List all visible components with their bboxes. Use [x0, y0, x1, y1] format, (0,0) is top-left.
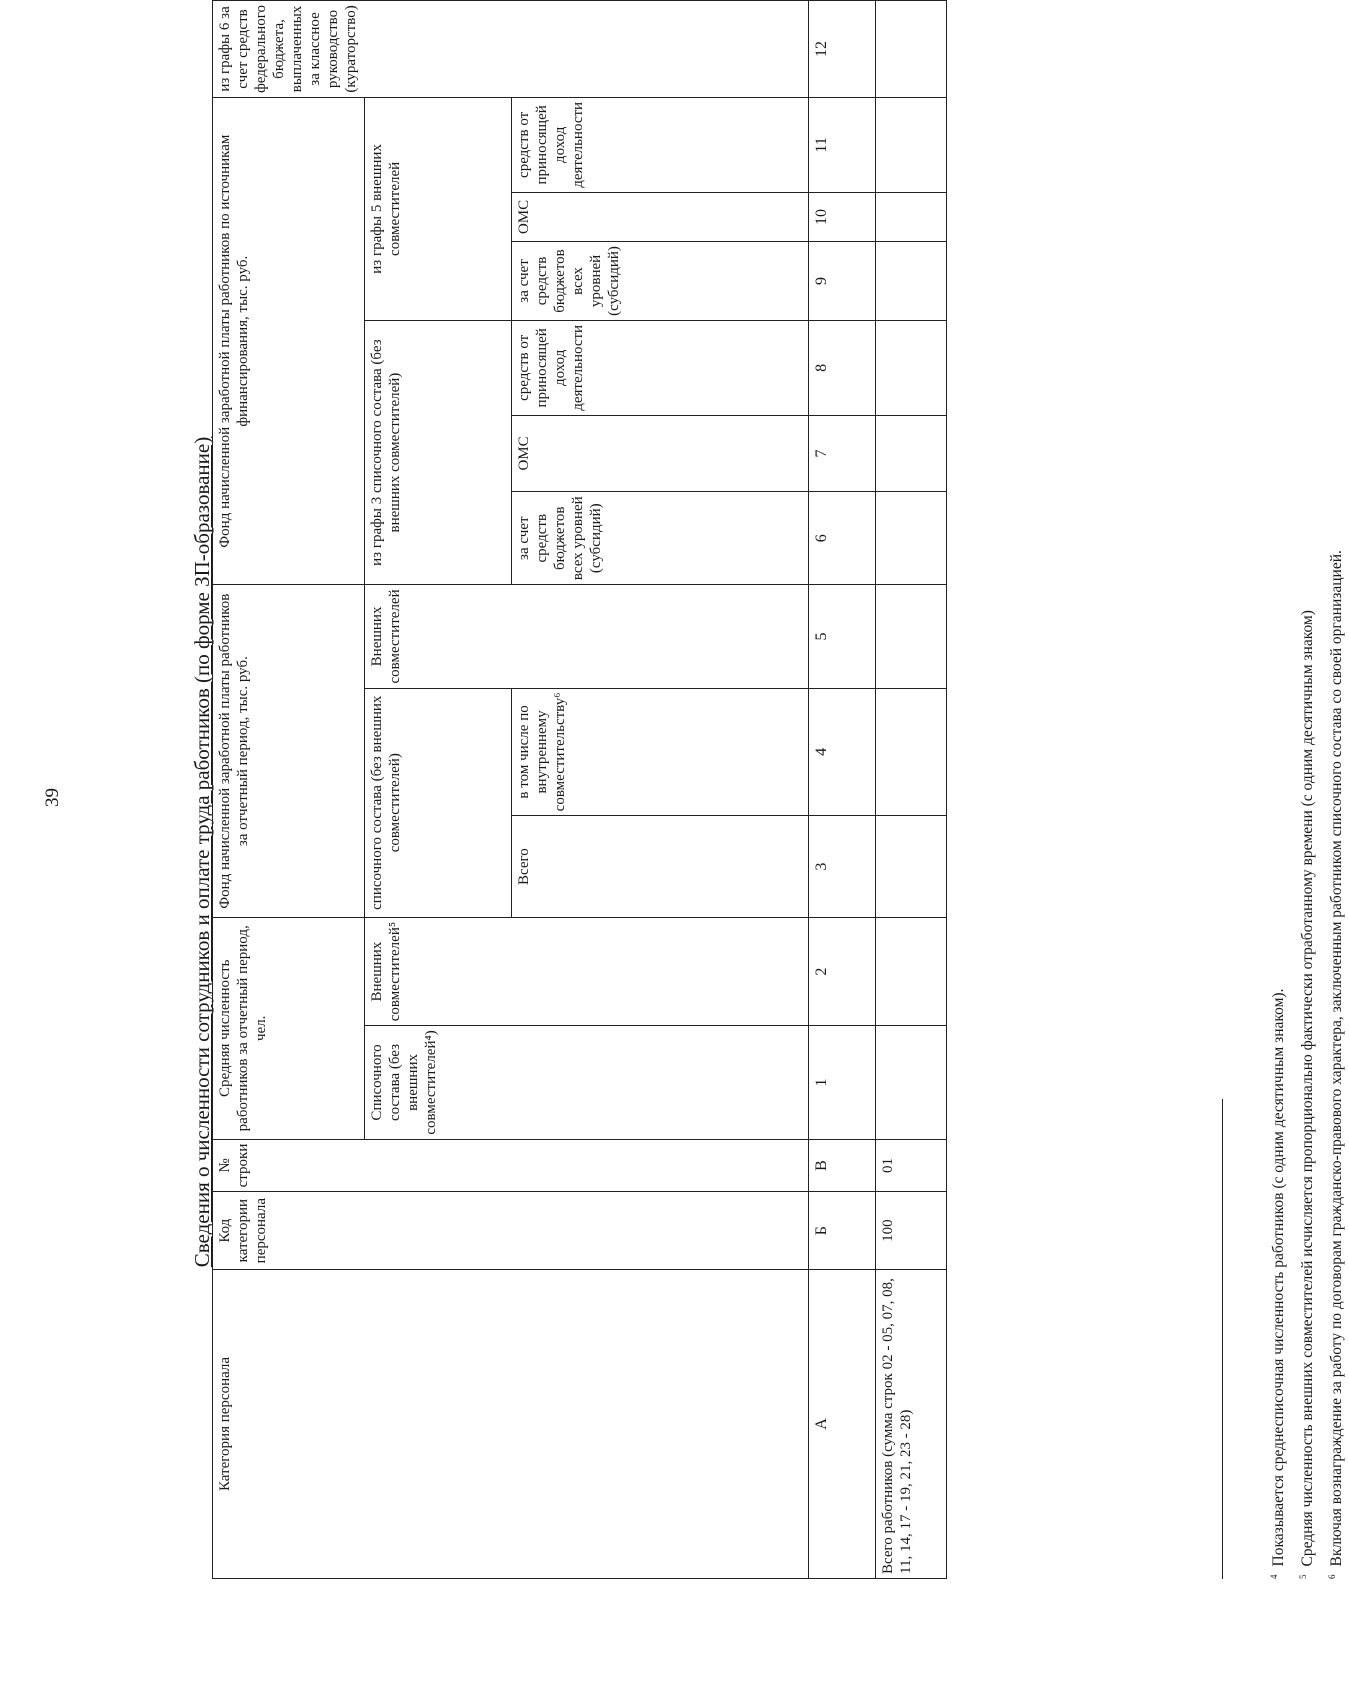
column-number: 8 — [809, 320, 876, 415]
table-row — [876, 1, 947, 1579]
column-number: 11 — [809, 97, 876, 192]
header-fund-sources: Фонд начисленной заработной платы работников по источникам финансирования, тыс. руб. — [213, 97, 365, 584]
header-oms10: ОМС — [512, 192, 809, 241]
header-fund-ext: Внешних совместителей — [365, 585, 809, 688]
value-cell[interactable] — [876, 242, 947, 321]
header-fund-list: списочного состава (без внешних совместителей) — [365, 688, 512, 917]
column-number: 3 — [809, 816, 876, 918]
header-row-no: № строки — [213, 1139, 809, 1192]
header-income11: средств от приносящей доход деятельности — [512, 97, 809, 192]
header-income: средств от приносящей доход деятельности — [512, 320, 809, 415]
header-from5: из графы 5 внешних совместителей — [365, 97, 512, 320]
page-number: 39 — [42, 788, 63, 807]
footnote-text: Включая вознаграждение за работу по договорам гражданско-правового характера, заключенным работником списочного состава со своей организацией. — [1328, 550, 1346, 1567]
column-number: А — [809, 1269, 876, 1578]
row-number: 01 — [876, 1139, 947, 1192]
footnote-mark: 5 — [1298, 1574, 1309, 1579]
footnote-text: Средняя численность внешних совместителей исчисляется пропорционально фактически отработанному времени (с одним десятичным знаком) — [1299, 610, 1317, 1567]
footnote-text: Показывается среднесписочная численность работников (с одним десятичным знаком). — [1270, 988, 1288, 1567]
header-category: Категория персонала — [213, 1269, 809, 1578]
value-cell[interactable] — [876, 97, 947, 192]
document-title: Сведения о численности сотрудников и оплате труда работников (по форме ЗП-образование) — [190, 436, 214, 1268]
column-number: В — [809, 1139, 876, 1192]
column-number: 4 — [809, 688, 876, 816]
header-from3: из графы 3 списочного состава (без внешних совместителей) — [365, 320, 512, 585]
header-budget9: за счет средств бюджетов всех уровней (субсидий) — [512, 242, 809, 321]
column-number: 6 — [809, 492, 876, 585]
column-number: 10 — [809, 192, 876, 241]
column-number: 9 — [809, 242, 876, 321]
column-number: 12 — [809, 1, 876, 98]
value-cell[interactable] — [876, 1026, 947, 1139]
value-cell[interactable] — [876, 492, 947, 585]
row-category: Всего работников (сумма строк 02 - 05, 07, 08, 11, 14, 17 - 19, 21, 23 - 28) — [876, 1269, 947, 1578]
row-code: 100 — [876, 1192, 947, 1270]
column-number: 1 — [809, 1026, 876, 1139]
footnote-item — [1320, 550, 1349, 1579]
header-fund-internal: в том числе по внутреннему совместительству⁶ — [512, 688, 809, 816]
footnote-item — [1262, 550, 1291, 1579]
value-cell[interactable] — [876, 688, 947, 816]
header-avg-count: Средняя численность работников за отчетный период, чел. — [213, 917, 365, 1139]
footnote-divider — [1222, 1099, 1223, 1579]
header-code: Код категории персонала — [213, 1192, 809, 1270]
footnote-mark: 6 — [1327, 1574, 1338, 1579]
header-fund-total: Всего — [512, 816, 809, 918]
column-number: 5 — [809, 585, 876, 688]
header-budget: за счет средств бюджетов всех уровней (субсидий) — [512, 492, 809, 585]
column-number: Б — [809, 1192, 876, 1270]
column-number: 7 — [809, 415, 876, 491]
header-oms: ОМС — [512, 415, 809, 491]
header-avg-list: Списочного состава (без внешних совместителей⁴) — [365, 1026, 809, 1139]
value-cell[interactable] — [876, 192, 947, 241]
header-avg-ext: Внешних совместителей⁵ — [365, 917, 809, 1025]
value-cell[interactable] — [876, 1, 947, 98]
value-cell[interactable] — [876, 415, 947, 491]
personnel-table — [212, 0, 947, 1579]
footnote-item — [1291, 550, 1320, 1579]
value-cell[interactable] — [876, 917, 947, 1025]
value-cell[interactable] — [876, 320, 947, 415]
column-number: 2 — [809, 917, 876, 1025]
value-cell[interactable] — [876, 816, 947, 918]
header-fund-period: Фонд начисленной заработной платы работников за отчетный период, тыс. руб. — [213, 585, 365, 918]
footnote-mark: 4 — [1269, 1574, 1279, 1579]
header-federal: из графы 6 за счет средств федерального бюджета, выплаченных за классное руководство (кураторство) — [213, 1, 809, 98]
value-cell[interactable] — [876, 585, 947, 688]
footnotes — [1262, 550, 1349, 1579]
column-number-row — [809, 1, 876, 1579]
